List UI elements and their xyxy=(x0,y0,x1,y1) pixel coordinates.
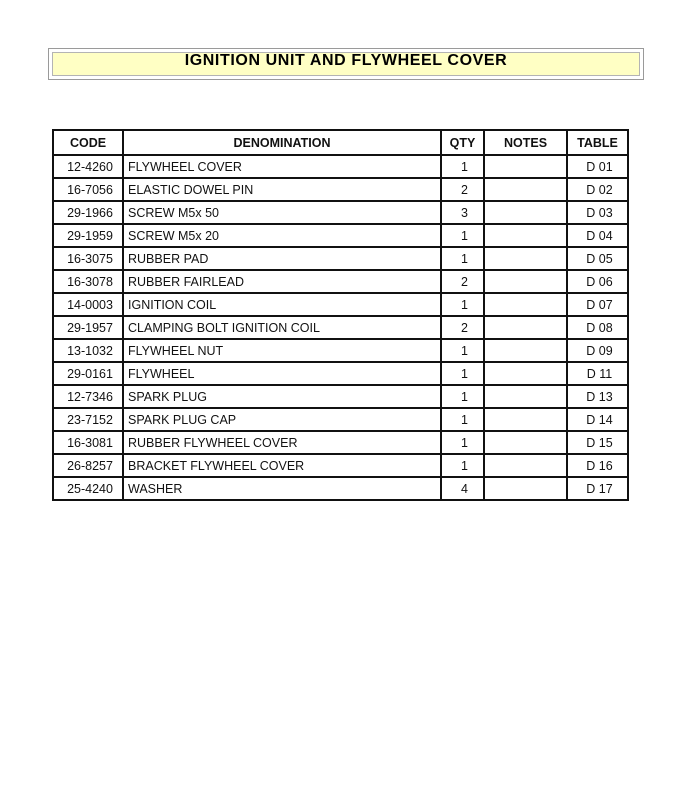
title-box xyxy=(48,48,644,80)
table-row xyxy=(53,339,628,362)
cell-denomination: SCREW M5x 50 xyxy=(123,201,441,224)
cell-qty: 2 xyxy=(441,316,484,339)
cell-table: D 17 xyxy=(567,477,628,500)
table-row xyxy=(53,247,628,270)
cell-notes xyxy=(484,454,567,477)
cell-denomination: RUBBER PAD xyxy=(123,247,441,270)
cell-notes xyxy=(484,477,567,500)
cell-denomination: FLYWHEEL NUT xyxy=(123,339,441,362)
cell-code: 25-4240 xyxy=(53,477,123,500)
cell-denomination: WASHER xyxy=(123,477,441,500)
table-row xyxy=(53,293,628,316)
cell-denomination: CLAMPING BOLT IGNITION COIL xyxy=(123,316,441,339)
cell-notes xyxy=(484,293,567,316)
cell-qty: 4 xyxy=(441,477,484,500)
header-qty: QTY xyxy=(441,130,484,155)
cell-notes xyxy=(484,408,567,431)
cell-code: 12-7346 xyxy=(53,385,123,408)
cell-denomination: SPARK PLUG xyxy=(123,385,441,408)
cell-denomination: FLYWHEEL COVER xyxy=(123,155,441,178)
cell-qty: 1 xyxy=(441,362,484,385)
table-row xyxy=(53,155,628,178)
cell-table: D 13 xyxy=(567,385,628,408)
cell-table: D 05 xyxy=(567,247,628,270)
cell-notes xyxy=(484,270,567,293)
cell-table: D 04 xyxy=(567,224,628,247)
cell-table: D 15 xyxy=(567,431,628,454)
cell-code: 13-1032 xyxy=(53,339,123,362)
cell-table: D 06 xyxy=(567,270,628,293)
table-row xyxy=(53,270,628,293)
table-row xyxy=(53,178,628,201)
table-row xyxy=(53,408,628,431)
parts-table xyxy=(52,129,629,501)
cell-notes xyxy=(484,431,567,454)
cell-table: D 11 xyxy=(567,362,628,385)
page-title: IGNITION UNIT AND FLYWHEEL COVER xyxy=(184,52,508,69)
table-row xyxy=(53,385,628,408)
cell-notes xyxy=(484,385,567,408)
table-row xyxy=(53,362,628,385)
cell-qty: 1 xyxy=(441,339,484,362)
cell-notes xyxy=(484,155,567,178)
cell-code: 16-3078 xyxy=(53,270,123,293)
cell-code: 16-3075 xyxy=(53,247,123,270)
header-table: TABLE xyxy=(567,130,628,155)
title-banner xyxy=(52,52,640,76)
table-row xyxy=(53,316,628,339)
table-row xyxy=(53,454,628,477)
cell-denomination: RUBBER FAIRLEAD xyxy=(123,270,441,293)
cell-code: 29-1959 xyxy=(53,224,123,247)
cell-qty: 2 xyxy=(441,270,484,293)
table-row xyxy=(53,224,628,247)
table-header-row xyxy=(53,130,628,155)
table-body xyxy=(53,155,628,500)
cell-notes xyxy=(484,247,567,270)
cell-denomination: ELASTIC DOWEL PIN xyxy=(123,178,441,201)
cell-denomination: IGNITION COIL xyxy=(123,293,441,316)
cell-qty: 1 xyxy=(441,155,484,178)
cell-denomination: BRACKET FLYWHEEL COVER xyxy=(123,454,441,477)
cell-qty: 1 xyxy=(441,431,484,454)
cell-qty: 1 xyxy=(441,247,484,270)
table-row xyxy=(53,201,628,224)
cell-table: D 02 xyxy=(567,178,628,201)
cell-denomination: SPARK PLUG CAP xyxy=(123,408,441,431)
cell-qty: 2 xyxy=(441,178,484,201)
cell-notes xyxy=(484,178,567,201)
cell-notes xyxy=(484,316,567,339)
cell-code: 29-0161 xyxy=(53,362,123,385)
table-row xyxy=(53,431,628,454)
cell-notes xyxy=(484,224,567,247)
cell-code: 26-8257 xyxy=(53,454,123,477)
cell-notes xyxy=(484,339,567,362)
cell-table: D 01 xyxy=(567,155,628,178)
cell-table: D 09 xyxy=(567,339,628,362)
cell-code: 12-4260 xyxy=(53,155,123,178)
cell-code: 29-1966 xyxy=(53,201,123,224)
cell-qty: 3 xyxy=(441,201,484,224)
cell-qty: 1 xyxy=(441,408,484,431)
cell-table: D 07 xyxy=(567,293,628,316)
cell-denomination: SCREW M5x 20 xyxy=(123,224,441,247)
cell-code: 23-7152 xyxy=(53,408,123,431)
header-denomination: DENOMINATION xyxy=(123,130,441,155)
cell-notes xyxy=(484,362,567,385)
cell-table: D 03 xyxy=(567,201,628,224)
cell-table: D 16 xyxy=(567,454,628,477)
cell-table: D 14 xyxy=(567,408,628,431)
cell-code: 14-0003 xyxy=(53,293,123,316)
header-code: CODE xyxy=(53,130,123,155)
cell-qty: 1 xyxy=(441,385,484,408)
cell-qty: 1 xyxy=(441,224,484,247)
cell-qty: 1 xyxy=(441,293,484,316)
cell-qty: 1 xyxy=(441,454,484,477)
cell-denomination: RUBBER FLYWHEEL COVER xyxy=(123,431,441,454)
header-notes: NOTES xyxy=(484,130,567,155)
cell-code: 29-1957 xyxy=(53,316,123,339)
cell-table: D 08 xyxy=(567,316,628,339)
table-row xyxy=(53,477,628,500)
cell-denomination: FLYWHEEL xyxy=(123,362,441,385)
cell-code: 16-7056 xyxy=(53,178,123,201)
cell-code: 16-3081 xyxy=(53,431,123,454)
cell-notes xyxy=(484,201,567,224)
